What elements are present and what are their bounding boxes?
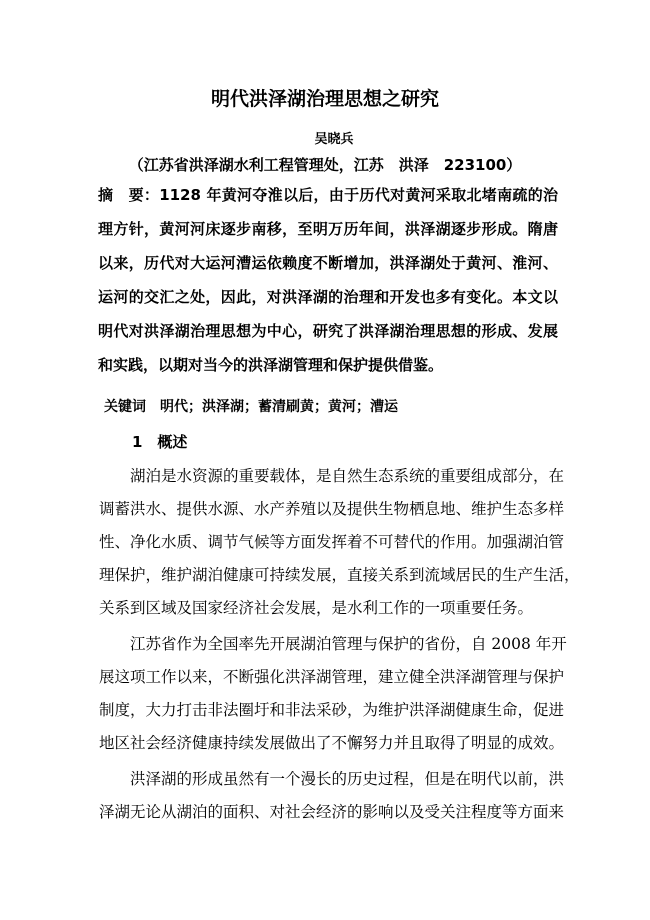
- abstract-line: 明代对洪泽湖治理思想为中心，研究了洪泽湖治理思想的形成、发展: [98, 322, 558, 340]
- author-affiliation: （江苏省洪泽湖水利工程管理处，江苏 洪泽 223100）: [128, 156, 522, 174]
- body-line: 江苏省作为全国率先开展湖泊管理与保护的省份，自 2008 年开: [99, 635, 567, 653]
- body-line: 展这项工作以来，不断强化洪泽湖管理，建立健全洪泽湖管理与保护: [99, 668, 565, 686]
- body-line: 制度，大力打击非法圈圩和非法采砂，为维护洪泽湖健康生命，促进: [99, 701, 565, 719]
- paper-title: 明代洪泽湖治理思想之研究: [210, 88, 439, 110]
- body-line: 泽湖无论从湖泊的面积、对社会经济的影响以及受关注程度等方面来: [99, 803, 565, 821]
- keywords: 关键词 明代；洪泽湖；蓄清刷黄；黄河；漕运: [104, 399, 398, 415]
- abstract-line: 运河的交汇之处，因此，对洪泽湖的治理和开发也多有变化。本文以: [98, 288, 558, 306]
- body-line: 性、净化水质、调节气候等方面发挥着不可替代的作用。加强湖泊管: [99, 533, 565, 551]
- author-name: 吴晓兵: [314, 132, 354, 147]
- body-line: 湖泊是水资源的重要载体，是自然生态系统的重要组成部分，在: [99, 467, 565, 485]
- abstract-line: 和实践，以期对当今的洪泽湖管理和保护提供借鉴。: [98, 356, 444, 374]
- body-line: 洪泽湖的形成虽然有一个漫长的历史过程，但是在明代以前，洪: [99, 770, 565, 788]
- body-line: 地区社会经济健康持续发展做出了不懈努力并且取得了明显的成效。: [99, 734, 565, 752]
- section-heading: 1 概述: [132, 433, 188, 451]
- abstract-line: 以来，历代对大运河漕运依赖度不断增加，洪泽湖处于黄河、淮河、: [98, 254, 558, 272]
- body-line: 关系到区域及国家经济社会发展，是水利工作的一项重要任务。: [99, 599, 534, 617]
- body-line: 理保护，维护湖泊健康可持续发展，直接关系到流域居民的生产生活，: [99, 566, 580, 584]
- abstract-line: 理方针，黄河河床逐步南移，至明万历年间，洪泽湖逐步形成。隋唐: [98, 220, 558, 238]
- abstract-line: 摘 要：1128 年黄河夺淮以后，由于历代对黄河采取北堵南疏的治: [98, 186, 558, 204]
- body-line: 调蓄洪水、提供水源、水产养殖以及提供生物栖息地、维护生态多样: [99, 500, 565, 518]
